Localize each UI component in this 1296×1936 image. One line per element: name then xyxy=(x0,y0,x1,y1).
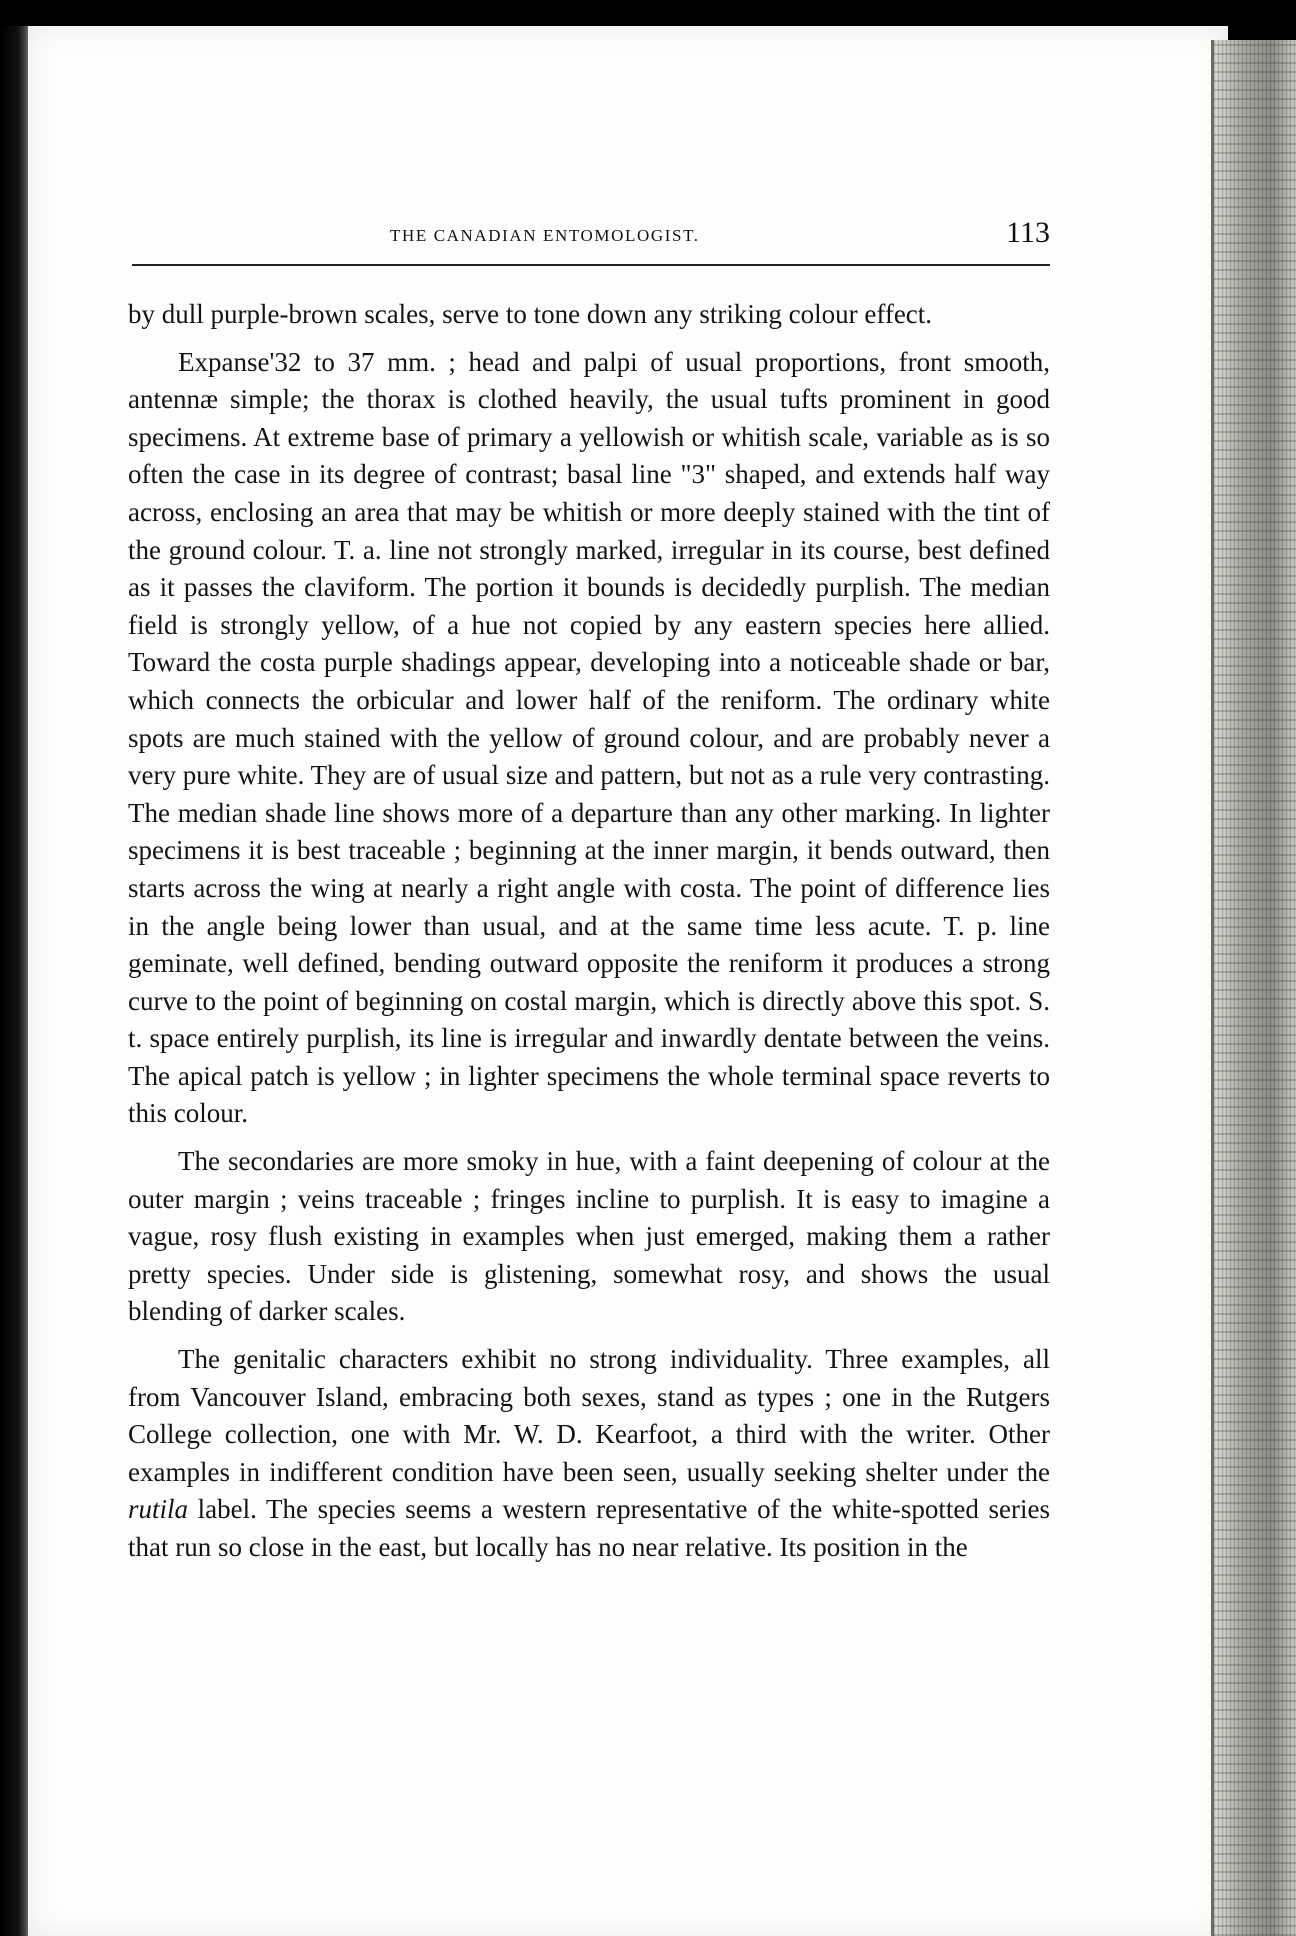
paragraph-continuation: by dull purple-brown scales, serve to tone down any striking colour effect. xyxy=(128,299,933,329)
body-text xyxy=(128,296,1050,1577)
page-stack-edge xyxy=(1214,40,1296,1936)
page-header xyxy=(390,216,1050,262)
header-rule xyxy=(132,264,1050,266)
paragraph-description: Expanse'32 to 37 mm. ; head and palpi of usual proportions, front smooth, antennæ simple; the thorax is clothed heavily, the usual tufts prominent in good specimens. At extreme base of primary a yellowish or whitish scale, variable as is so often the case in its degree of contrast; basal line "3" shaped, and extends half way across, enclosing an area that may be whitish or more deeply stained with the tint of the ground colour. T. a. line not strongly marked, irregular in its course, best defined as it passes the claviform. The portion it bounds is decidedly purplish. The median field is strongly yellow, of a hue not copied by any eastern species here allied. Toward the costa purple shadings appear, developing into a noticeable shade or bar, which connects the orbicular and lower half of the reniform. The ordinary white spots are much stained with the yellow of ground colour, and are probably never a very pure white. They are of usual size and pattern, but not as a rule very contrasting. The median shade line shows more of a departure than any other marking. In lighter specimens it is best traceable ; beginning at the inner margin, it bends outward, then starts across the wing at nearly a right angle with costa. The point of difference lies in the angle being lower than usual, and at the same time less acute. T. p. line geminate, well defined, bending outward opposite the reniform it produces a strong curve to the point of beginning on costal margin, which is directly above this spot. S. t. space entirely purplish, its line is irregular and inwardly dentate between the veins. The apical patch is yellow ; in lighter specimens the whole terminal space reverts to this colour. xyxy=(128,346,1050,1129)
paragraph-text-before: The genitalic characters exhibit no strong individuality. Three examples, all from Vancouver Island, embracing both sexes, stand as types ; one in the Rutgers College collection, one with Mr. W. D. Kearfoot, a third with the writer. Other examples in indifferent condition have been seen, usually seeking shelter under the xyxy=(128,1344,1050,1487)
paragraph-secondaries: The secondaries are more smoky in hue, with a faint deepening of colour at the outer margin ; veins traceable ; fringes incline to purplish. It is easy to imagine a vague, rosy flush existing in examples when just emerged, making them a rather pretty species. Under side is glistening, somewhat rosy, and shows the usual blending of darker scales. xyxy=(128,1146,1050,1327)
species-name-italic: rutila xyxy=(128,1494,189,1525)
paragraph-genitalic xyxy=(128,1341,1050,1567)
running-head: THE CANADIAN ENTOMOLOGIST. xyxy=(390,226,700,245)
paragraph-text-after: label. The species seems a western representative of the white-spotted series that run so close in the east, but locally has no near relative. Its position in the xyxy=(128,1494,1050,1562)
page-number: 113 xyxy=(1006,216,1050,249)
